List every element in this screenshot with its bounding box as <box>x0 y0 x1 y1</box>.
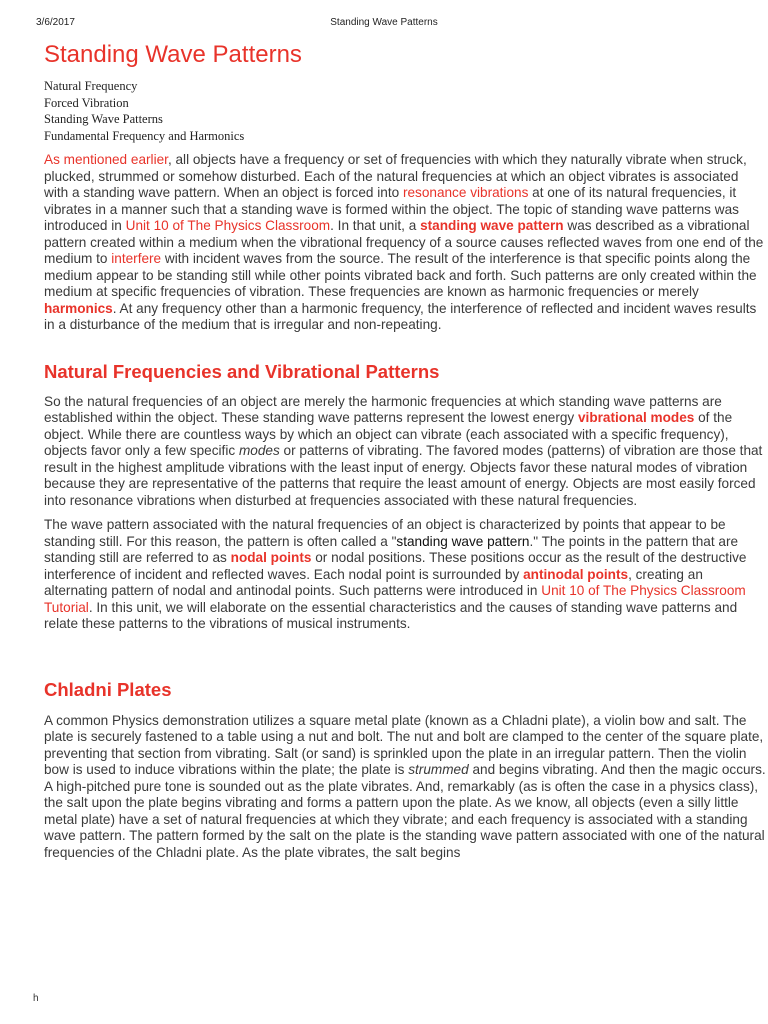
topic-list <box>44 78 766 144</box>
text-run: . In this unit, we will elaborate on the essential characteristics and the causes of standing wave patterns and relate these patterns to the vibrations of musical instruments. <box>44 599 738 631</box>
link-interfere[interactable]: interfere <box>111 251 162 266</box>
topic-link-standing-wave-patterns[interactable]: Standing Wave Patterns <box>44 112 163 126</box>
text-run: with incident waves from the source. The result of the interference is that specific points along the medium appear to be standing still while other points vibrated back and forth. Such patterns are only created within the medium at specific frequencies of vibration. These frequencies are known as harmonic frequencies or merely <box>44 251 757 299</box>
term-standing-wave-pattern: standing wave pattern <box>420 218 564 233</box>
emphasis-strummed: strummed <box>408 762 469 777</box>
print-header <box>0 17 768 29</box>
emphasis-modes: modes <box>238 443 280 458</box>
topic-link-forced-vibration[interactable]: Forced Vibration <box>44 95 129 110</box>
page-title: Standing Wave Patterns <box>44 41 302 68</box>
wave-pattern-paragraph <box>44 517 766 633</box>
topic-item <box>44 128 766 145</box>
link-mentioned-earlier[interactable]: As mentioned earlier <box>44 152 168 167</box>
text-run: or patterns of vibrating. The favored modes (patterns) of vibration are those that result in the highest amplitude vibrations with the least input of energy. Objects favor these natural modes of vibration because they are representative of the patterns that require the least amount of energy. Objects are most easily forced into resonance vibrations when disturbed at frequencies associated with these natural frequencies. <box>44 443 763 508</box>
term-vibrational-modes: vibrational modes <box>578 410 695 425</box>
topic-item <box>44 95 766 112</box>
text-run: , creating an alternating pattern of nodal and antinodal points. Such patterns were introduced in <box>44 566 703 598</box>
text-run: of the object. While there are countless ways by which an object can vibrate (each associated with a specific frequency), objects favor only a few specific <box>44 410 733 458</box>
text-run: and begins vibrating. And then the magic occurs. A high-pitched pure tone is sounded out as the plate vibrates. And, remarkably (as is often the case in a physics class), the salt upon the plate begins vibrating and forms a pattern upon the plate. As we know, all objects (even a silly little metal plate) have a set of natural frequencies at which they vibrate; and each frequency is associated with a standing wave pattern. The pattern formed by the salt on the plate is the standing wave pattern associated with one of the natural frequencies of the Chladni plate. As the plate vibrates, the salt begins <box>44 762 766 860</box>
topic-link-natural-frequency[interactable]: Natural Frequency <box>44 79 138 93</box>
term-antinodal-points: antinodal points <box>523 566 629 582</box>
text-run: . In that unit, a <box>330 218 421 233</box>
text-run: , all objects have a frequency or set of frequencies with which they naturally vibrate when struck, plucked, strummed or somehow disturbed. Each of the natural frequencies at which an object vibrates is associated with a standing wave pattern. When an object is forced into <box>44 152 747 200</box>
text-run: . At any frequency other than a harmonic frequency, the interference of reflected and incident waves results in a disturbance of the medium that is irregular and non-repeating. <box>44 300 757 332</box>
quote-standing-wave-pattern: standing wave pattern <box>396 533 530 549</box>
topic-item <box>44 78 766 95</box>
print-date: 3/6/2017 <box>36 17 75 28</box>
text-run: or nodal positions. These positions occur as the result of the destructive interference of incident and reflected waves. Each nodal point is surrounded by <box>44 550 747 582</box>
section-heading-chladni-plates: Chladni Plates <box>44 678 172 700</box>
text-run: at one of its natural frequencies, it vibrates in a manner such that a standing wave is formed within the object. The topic of standing wave patterns was introduced in <box>44 185 739 233</box>
section-heading-natural-frequencies: Natural Frequencies and Vibrational Patterns <box>44 360 440 382</box>
link-resonance-vibrations[interactable]: resonance vibrations <box>402 185 529 200</box>
topic-link-fundamental-frequency[interactable]: Fundamental Frequency and Harmonics <box>44 128 245 143</box>
natural-frequencies-paragraph <box>44 394 766 510</box>
article <box>44 40 766 861</box>
intro-paragraph <box>44 152 766 334</box>
term-nodal-points: nodal points <box>230 550 312 565</box>
link-unit-10-tutorial[interactable]: Unit 10 of The Physics Classroom Tutorial <box>44 583 746 615</box>
chladni-paragraph <box>44 713 766 862</box>
print-title: Standing Wave Patterns <box>330 17 438 28</box>
margin-glyph: h <box>33 993 39 1004</box>
term-harmonics: harmonics <box>44 300 113 316</box>
link-unit-10[interactable]: Unit 10 of The Physics Classroom <box>125 218 331 233</box>
text-run: was described as a vibrational pattern created within a medium when the vibrational frequency of a source causes reflected waves from one end of the medium to <box>44 218 764 266</box>
text-run: A common Physics demonstration utilizes a square metal plate (known as a Chladni plate), a violin bow and salt. The plate is securely fastened to a table using a nut and bolt. The nut and bolt are clamped to the center of the square plate, preventing that section from vibrating. Salt (or sand) is sprinkled upon the plate in an irregular pattern. Then the violin bow is used to induce vibrations within the plate; the plate is <box>44 712 764 777</box>
text-run: The wave pattern associated with the natural frequencies of an object is characterized by points that appear to be standing still. For this reason, the pattern is often called a " <box>44 517 726 549</box>
text-run: So the natural frequencies of an object are merely the harmonic frequencies at which standing wave patterns are established within the object. These standing wave patterns represent the lowest energy <box>44 393 722 425</box>
topic-item <box>44 111 766 128</box>
text-run: ." The points in the pattern that are standing still are referred to as <box>44 533 739 565</box>
